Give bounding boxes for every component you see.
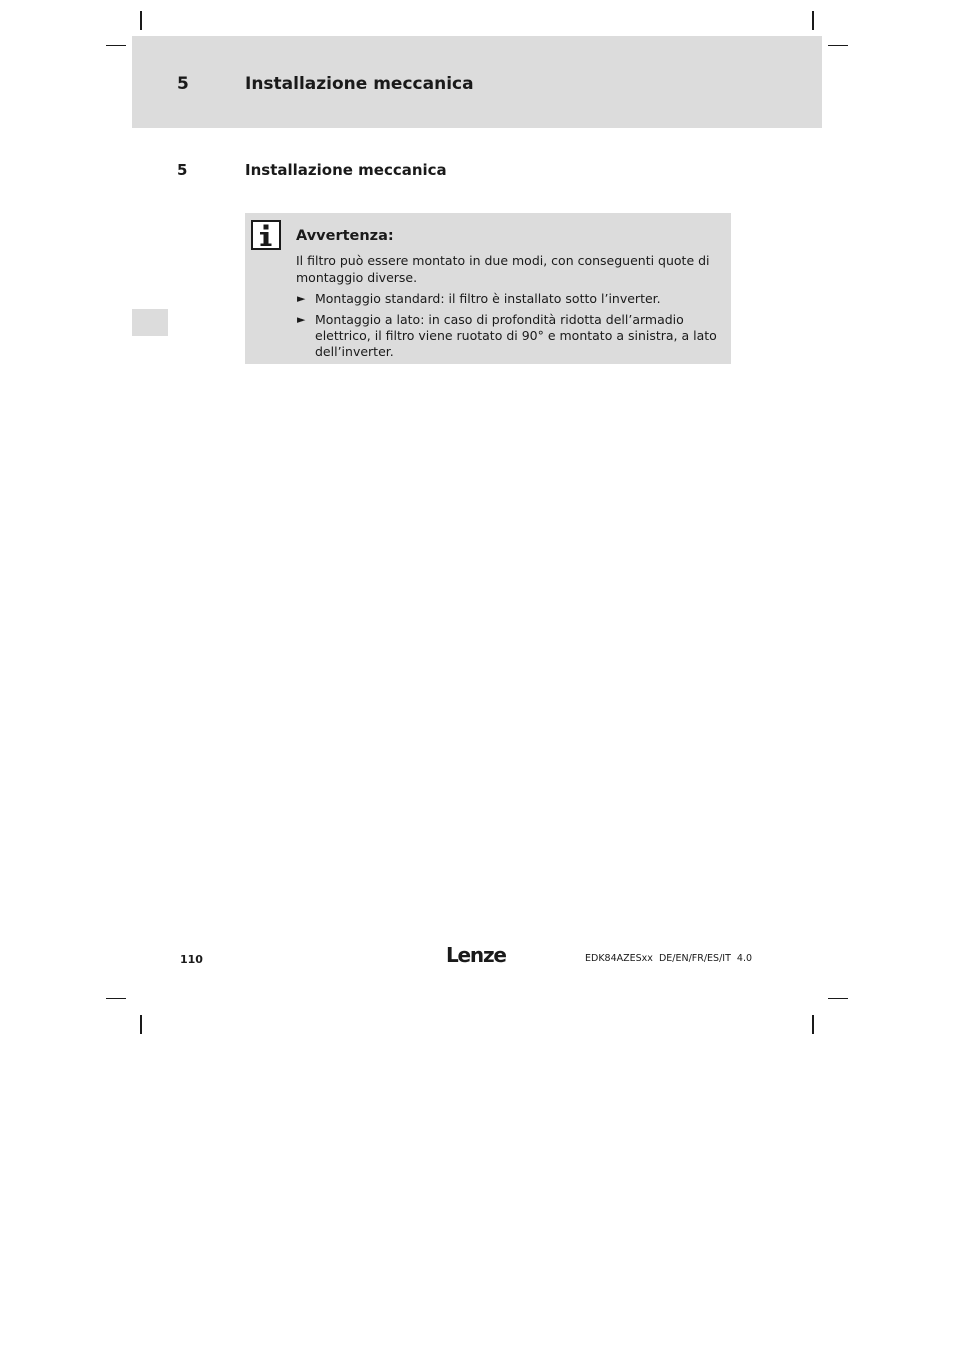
crop-mark-top-left-horizontal — [106, 45, 126, 46]
note-title: Avvertenza: — [296, 228, 394, 244]
list-item-text: Montaggio standard: il filtro è installato sotto l’inverter. — [315, 291, 661, 306]
bullet-arrow-icon: ► — [297, 292, 306, 305]
section-title: Installazione meccanica — [245, 161, 447, 179]
crop-mark-top-left-vertical — [140, 11, 142, 30]
page-number: 110 — [180, 953, 203, 966]
crop-mark-bottom-left-horizontal — [106, 998, 126, 999]
crop-mark-bottom-right-horizontal — [828, 998, 848, 999]
crop-mark-top-right-vertical — [812, 11, 814, 30]
chapter-thumb-tab — [132, 309, 168, 336]
list-item — [297, 312, 723, 360]
chapter-title: Installazione meccanica — [245, 74, 474, 94]
lenze-logo: Lenze — [446, 943, 506, 967]
document-id: EDK84AZESxx DE/EN/FR/ES/IT 4.0 — [585, 953, 753, 964]
note-intro: Il filtro può essere montato in due modi, con conseguenti quote di montaggio diverse. — [296, 253, 710, 285]
crop-mark-bottom-left-vertical — [140, 1015, 142, 1034]
list-item — [297, 291, 723, 307]
crop-mark-top-right-horizontal — [828, 45, 848, 46]
list-item-text: Montaggio a lato: in caso di profondità ridotta dell’armadio elettrico, il filtro viene ruotato di 90° e montato a sinistra, a lato dell’inverter. — [315, 312, 717, 359]
bullet-arrow-icon: ► — [297, 313, 306, 326]
chapter-number: 5 — [177, 74, 189, 94]
info-icon — [251, 220, 281, 250]
chapter-header-band — [132, 36, 822, 128]
crop-mark-bottom-right-vertical — [812, 1015, 814, 1034]
note-list — [297, 291, 723, 365]
section-number: 5 — [177, 161, 188, 179]
